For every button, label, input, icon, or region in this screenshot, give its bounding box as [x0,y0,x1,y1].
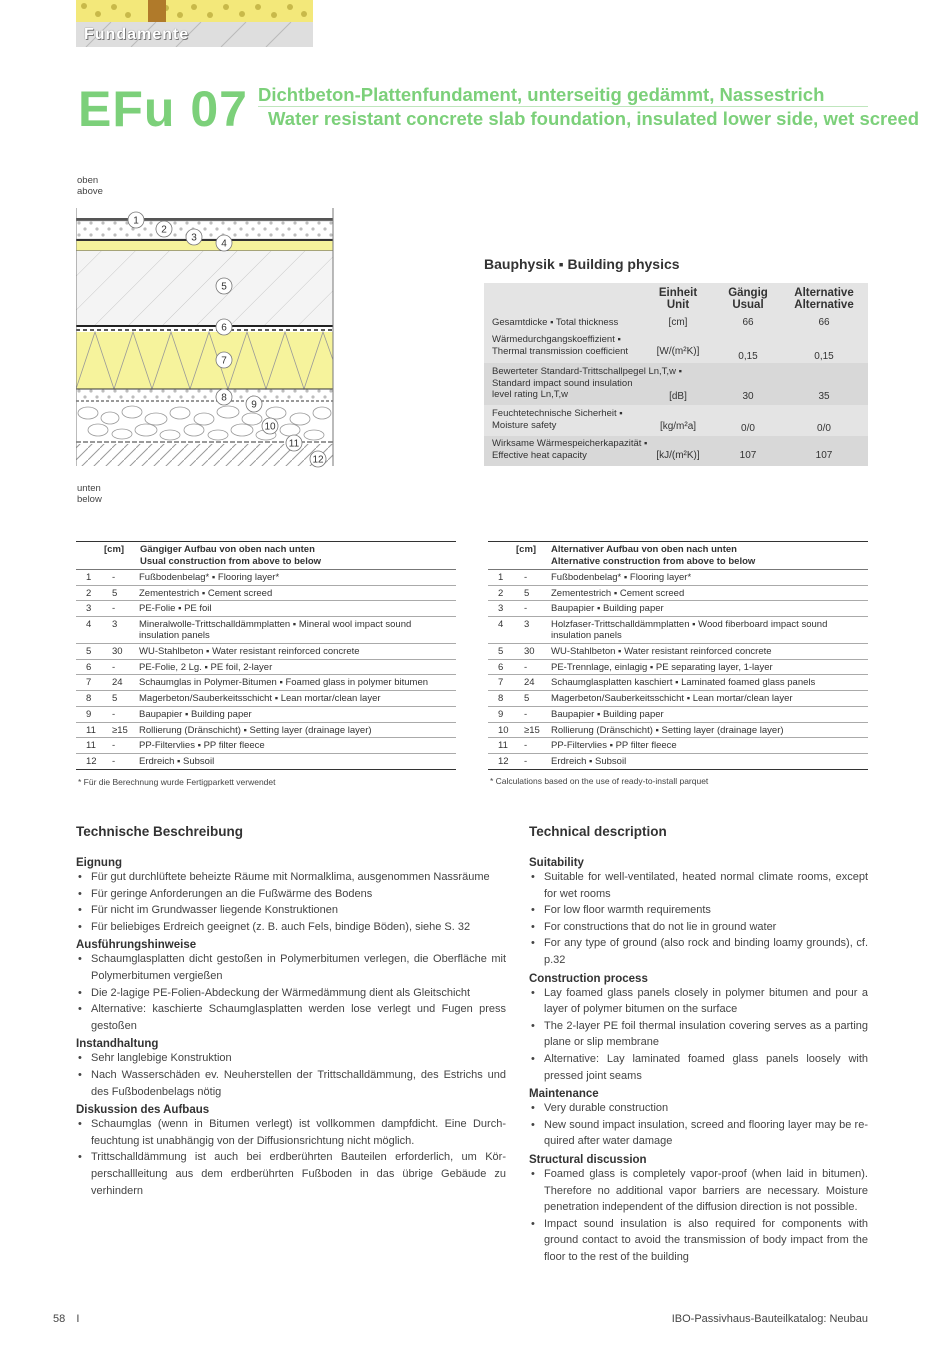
table-row [76,644,456,660]
subsection-heading: Maintenance [529,1088,599,1101]
layer-description: Rollierung (Dränschicht) ▪ Setting layer (drainage layer) [551,724,784,736]
table-row [76,691,456,707]
layer-thickness: - [112,708,116,720]
bp-unit: [kJ/(m²K)] [656,450,700,461]
bottom-label-en: below [77,494,102,505]
bullet-list [529,985,868,1085]
top-label-de: oben [77,175,99,186]
layer-description: Fußbodenbelag* ▪ Flooring layer* [551,572,692,583]
bottom-label-de: unten [77,483,101,494]
description-title-de: Technische Beschreibung [76,824,244,839]
table-row [488,723,868,739]
usual-construction-table [76,541,456,770]
table-row [488,691,868,707]
layer-thickness: - [112,755,116,767]
bp-row [484,313,868,331]
alternative-table-note: * Calculations based on the use of ready-to-install parquet [490,776,709,786]
bp-label: Wärmedurchgangskoeffizient ▪ Thermal transmission coefficient [492,334,629,357]
description-title-en: Technical description [529,824,667,839]
layer-thickness: - [524,603,528,615]
bullet-item: • The 2-layer PE foil thermal insulation covering serves as a parting plane or slip membrane [529,1018,868,1051]
subsection-heading: Instandhaltung [76,1038,159,1051]
bp-header-usual: Gängig Usual [728,287,768,311]
title-german: Dichtbeton-Plattenfundament, unterseitig gedämmt, Nassestrich [258,84,825,105]
table-row [488,754,868,770]
diagram-top-label [77,175,103,197]
table-header [488,541,868,570]
bp-unit: [dB] [669,391,687,402]
diagram-bottom-label [77,483,102,505]
layer-number: 5 [86,646,92,658]
layer-description: Schaumglas in Polymer-Bitumen ▪ Foamed glass in polymer bitumen [139,677,429,689]
title-english: Water resistant concrete slab foundation, insulated lower side, wet screed [268,108,920,129]
bullet-item: • Schaumglas (wenn in Bitumen verlegt) ist vollkommen dampfdicht. Eine Durchfeuchtung ist unabhängig von der Diffusionsrichtung nicht möglich. [76,1116,506,1149]
layer-thickness: ≥15 [112,724,128,736]
bp-label: Gesamtdicke ▪ Total thickness [492,317,619,328]
bullet-list [76,1050,506,1100]
bullet-list [529,869,868,969]
layer-thickness: 5 [112,693,118,705]
layer-description: PP-Filtervlies ▪ PP filter fleece [551,740,677,752]
bullet-list [529,1166,868,1266]
bp-label: Bewerteter Standard-Trittschallpegel Ln,T,w ▪ Standard impact sound insulation level rating Ln,T,w [492,366,682,400]
subsection-heading: Structural discussion [529,1153,647,1166]
layer-number: 10 [498,724,509,736]
layer-number: 9 [86,708,92,720]
usual-table-note: * Für die Berechnung wurde Fertigparkett verwendet [78,777,276,787]
catalog-title: IBO-Passivhaus-Bauteilkatalog: Neubau [671,1313,868,1325]
layer-description: WU-Stahlbeton ▪ Water resistant reinforced concrete [139,646,360,658]
layer-thickness: - [524,572,528,583]
layer-number: 12 [498,755,509,767]
layer-thickness: - [112,661,116,673]
table-row [76,586,456,602]
layer-description: Zementestrich ▪ Cement screed [139,587,273,599]
bp-unit: [cm] [668,317,688,328]
bp-unit: [kg/m²a] [659,421,697,432]
layer-description: Erdreich ▪ Subsoil [551,755,627,767]
layer-thickness: - [524,708,528,720]
bullet-item: • Nach Wasserschäden ev. Neuherstellen der Trittschalldämmung, des Estrichs und des Fußbodenbelags nötig [76,1067,506,1100]
bullet-item: • Lay foamed glass panels closely in polymer bitumen and pour a layer of polymer bitumen on the surface [529,985,868,1018]
layer-thickness: 30 [524,646,535,658]
building-physics-title: Bauphysik ▪ Building physics [484,256,680,272]
bp-alternative: 0,15 [814,351,834,362]
table-row [76,675,456,691]
layer-thickness: 30 [112,646,123,658]
layer-thickness: 24 [112,677,123,689]
subsection-heading: Eignung [76,857,122,869]
table-row [76,738,456,754]
layer-number: 3 [498,603,504,615]
layer-number: 7 [498,677,504,689]
layer-number: 1 [498,572,504,583]
bullet-item: • Suitable for well-ventilated, heated normal climate rooms, except for wet rooms [529,869,868,902]
bp-alternative: 107 [815,450,833,461]
bp-header-unit: Einheit Unit [658,287,698,311]
bullet-item: • Trittschalldämmung ist auch bei erdberührten Bauteilen erforderlich, um Körperschallleitung aus dem erdberührten Fußboden in das übrige Gebäude zu verhindern [76,1149,506,1199]
subsection-heading: Ausführungshinweise [76,939,197,952]
layer-number: 3 [86,603,92,615]
bp-header-alternative: Alternative Alternative [794,287,854,311]
bp-alternative: 0/0 [817,423,831,434]
table-row [488,660,868,676]
layer-marker-label: 1 [133,215,139,227]
layer-marker-label: 8 [221,392,227,404]
layer-description: Mineralwolle-Trittschalldämmplatten ▪ Mineral wool impact sound insulation panels [139,619,412,642]
table-row [488,586,868,602]
bullet-list [76,869,506,935]
cross-section-diagram [76,208,338,470]
bullet-item: • For constructions that do not lie in ground water [529,919,868,936]
bp-usual: 66 [742,317,754,328]
layer-marker-label: 7 [221,355,227,367]
bp-usual: 107 [739,450,757,461]
layer-number: 2 [498,587,504,599]
bullet-item: • For any type of ground (also rock and binding loamy grounds), cf. p.32 [529,935,868,968]
layer-number: 4 [86,619,92,631]
layer-marker-label: 12 [312,454,324,466]
layer-number: 8 [498,693,504,705]
layer-description: Fußbodenbelag* ▪ Flooring layer* [139,572,280,583]
bp-usual: 30 [742,391,754,402]
col-cm: [cm] [516,544,537,555]
layer-thickness: 5 [112,587,118,599]
table-row [488,675,868,691]
layer-thickness: - [524,740,528,752]
layer-description: Magerbeton/Sauberkeitsschicht ▪ Lean mortar/clean layer [551,693,793,705]
layer-number: 8 [86,693,92,705]
bullet-item: • Für geringe Anforderungen an die Fußwärme des Bodens [76,886,506,903]
bp-row [484,407,868,435]
title-rule [258,106,868,107]
layer-description: WU-Stahlbeton ▪ Water resistant reinforced concrete [551,646,772,658]
layer-marker-label: 10 [264,421,276,433]
layer-number: 11 [498,740,508,752]
bullet-item: • Für beliebiges Erdreich geeignet (z. B. auch Fels, bindige Böden), siehe S. 32 [76,919,506,936]
bullet-item: • Die 2-lagige PE-Folien-Abdeckung der Wärmedämmung dient als Gleitschicht [76,985,506,1002]
footer-separator: I [76,1313,80,1325]
bp-row [484,436,868,466]
bp-label: Feuchtetechnische Sicherheit ▪ Moisture safety [492,408,623,431]
bp-alternative: 35 [818,391,830,402]
layer-description: Baupapier ▪ Building paper [551,603,664,615]
bullet-item: • Alternative: Lay laminated foamed glass panels loosely with pressed joint seams [529,1051,868,1084]
page-number: 58 [53,1313,66,1325]
bullet-item: • For low floor warmth requirements [529,902,868,919]
bullet-list [76,951,506,1034]
layer-marker-label: 2 [161,224,167,236]
layer-number: 11 [86,724,96,736]
table-title-de: Alternativer Aufbau von oben nach unten [551,544,737,555]
bp-usual: 0/0 [741,423,755,434]
building-physics-table [484,283,868,466]
bp-row [484,331,868,361]
layer-description: PE-Folie ▪ PE foil [139,603,212,615]
layer-thickness: - [524,755,528,767]
layer-description: Schaumglasplatten kaschiert ▪ Laminated foamed glass panels [551,677,816,689]
section-tab [76,0,313,47]
table-row [488,601,868,617]
bullet-item: • Schaumglasplatten dicht gestoßen in Polymerbitumen verlegen, die Oberfläche mit Polymerbitumen vergießen [76,951,506,984]
table-title-en: Usual construction from above to below [140,556,322,567]
layer-number: 1 [86,572,92,583]
section-label: Fundamente [84,26,190,43]
layer-description: Zementestrich ▪ Cement screed [551,587,685,599]
table-row [488,707,868,723]
bullet-item: • Impact sound insulation is also required for components with ground contact to avoid the transmission of body impact from the floor to the rest of the building [529,1216,868,1266]
layer-description: PP-Filtervlies ▪ PP filter fleece [139,740,265,752]
header-pattern-strip [76,0,313,22]
layer-marker-label: 6 [221,322,227,334]
table-row [76,601,456,617]
table-title-en: Alternative construction from above to below [551,556,756,567]
layer-marker-label: 4 [221,238,227,250]
table-row [76,660,456,676]
layer-marker-label: 5 [221,281,227,293]
bullet-item: • Für gut durchlüftete beheizte Räume mit Normalklima, ausgenommen Nassräume [76,869,506,886]
bullet-item: • Foamed glass is completely vapor-proof (when laid in bitumen). Therefore no additional vapor barriers are necessary. Moisture penetration independent of the diffusion direction is not possible. [529,1166,868,1216]
bp-usual: 0,15 [738,351,758,362]
layer-thickness: - [112,572,116,583]
layer-thickness: 3 [524,619,530,631]
layer-number: 12 [86,755,97,767]
table-row [488,617,868,644]
table-header [76,541,456,570]
top-label-en: above [77,186,103,197]
table-row [488,738,868,754]
bp-unit: [W/(m²K)] [656,346,700,357]
alternative-construction-table [488,541,868,770]
table-row [76,617,456,644]
layer-marker-label: 11 [288,438,300,450]
layer-number: 11 [86,740,96,752]
layer-thickness: - [112,740,116,752]
col-cm: [cm] [104,544,125,555]
subsection-heading: Diskussion des Aufbaus [76,1104,210,1117]
layer-description: Erdreich ▪ Subsoil [139,755,215,767]
layer-thickness: 24 [524,677,535,689]
page-number-area [53,1313,79,1325]
bullet-item: • Alternative: kaschierte Schaumglasplatten werden lose verlegt und Fugen press gestoßen [76,1001,506,1034]
table-row [488,644,868,660]
bullet-item: • Very durable construction [529,1100,868,1117]
layer-marker-label: 3 [191,232,197,244]
bullet-item: • Für nicht im Grundwasser liegende Konstruktionen [76,902,506,919]
bp-alternative: 66 [818,317,830,328]
bullet-list [76,1116,506,1199]
layer-thickness: 3 [112,619,118,631]
layer-description: Holzfaser-Trittschalldämmplatten ▪ Wood fiberboard impact sound insulation panels [551,619,828,642]
layer-number: 2 [86,587,92,599]
bullet-item: • New sound impact insulation, screed and flooring layer may be required after water damage [529,1117,868,1150]
description-en [529,857,868,1265]
layer-description: Baupapier ▪ Building paper [551,708,664,720]
layer-description: Baupapier ▪ Building paper [139,708,252,720]
layer-description: Magerbeton/Sauberkeitsschicht ▪ Lean mortar/clean layer [139,693,381,705]
table-row [76,723,456,739]
layer-marker-label: 9 [251,399,257,411]
table-row [76,754,456,770]
description-de [76,857,506,1199]
layer-description: PE-Folie, 2 Lg. ▪ PE foil, 2-layer [139,661,273,673]
layer-number: 9 [498,708,504,720]
layer-thickness: - [524,661,528,673]
layer-description: Rollierung (Dränschicht) ▪ Setting layer (drainage layer) [139,724,372,736]
layer-description: PE-Trennlage, einlagig ▪ PE separating layer, 1-layer [551,661,773,673]
layer-thickness: 5 [524,693,530,705]
layer-number: 5 [498,646,504,658]
layer-number: 6 [86,661,92,673]
construction-code: EFu 07 [78,81,248,137]
table-row [76,570,456,586]
table-row [488,570,868,586]
bullet-item: • Sehr langlebige Konstruktion [76,1050,506,1067]
layer-number: 4 [498,619,504,631]
table-title-de: Gängiger Aufbau von oben nach unten [140,544,315,555]
subsection-heading: Suitability [529,857,584,869]
layer-number: 7 [86,677,92,689]
layer-number: 6 [498,661,504,673]
bp-row [484,363,868,405]
bullet-list [529,1100,868,1150]
subsection-heading: Construction process [529,972,648,985]
layer-thickness: ≥15 [524,724,540,736]
layer-thickness: - [112,603,116,615]
table-row [76,707,456,723]
bp-label: Wirksame Wärmespeicherkapazität ▪ Effective heat capacity [492,438,648,461]
layer-thickness: 5 [524,587,530,599]
